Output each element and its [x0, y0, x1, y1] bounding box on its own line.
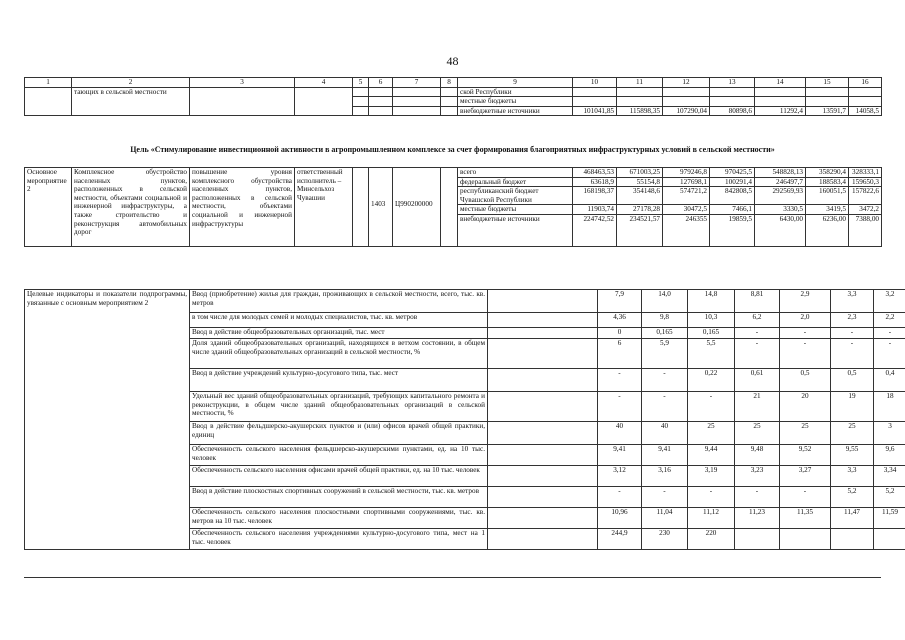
- value-cell: 3,12: [598, 466, 642, 487]
- value-cell: 0,22: [688, 369, 735, 392]
- value-cell: [849, 87, 882, 97]
- table-cell: [369, 87, 393, 97]
- table-cell: [488, 328, 598, 339]
- column-number: 2: [72, 78, 190, 88]
- value-cell: 7388,00: [849, 214, 882, 246]
- value-cell: 55154,8: [617, 177, 663, 187]
- value-cell: -: [598, 369, 642, 392]
- target-article-code: Ц990200000: [393, 168, 441, 247]
- table-cell: [488, 422, 598, 445]
- value-cell: 157822,6: [849, 187, 882, 205]
- value-cell: 244,9: [598, 529, 642, 550]
- value-cell: 6,2: [735, 313, 780, 328]
- indicator-name: Удельный вес зданий общеобразовательных организаций, требующих капитального ремонта и реконструкции, в общем числе зданий общеобразовательных организаций в сельской местности, %: [190, 392, 488, 422]
- value-cell: 548828,13: [755, 168, 806, 178]
- value-cell: [780, 529, 831, 550]
- value-cell: 2,3: [831, 313, 874, 328]
- main-event-label: Основное мероприятие 2: [25, 168, 72, 247]
- table-cell: [393, 97, 441, 107]
- value-cell: 11,04: [642, 508, 688, 529]
- value-cell: 0,5: [831, 369, 874, 392]
- table-cell: [488, 313, 598, 328]
- funding-source: федеральный бюджет: [458, 177, 573, 187]
- value-cell: 25: [780, 422, 831, 445]
- column-number: 6: [369, 78, 393, 88]
- table-cell: [369, 97, 393, 107]
- column-number: 15: [806, 78, 849, 88]
- value-cell: [735, 529, 780, 550]
- table-cell: [369, 106, 393, 116]
- value-cell: 11,23: [735, 508, 780, 529]
- responsible-executor: ответственный исполнитель – Минсельхоз Чувашии: [295, 168, 353, 247]
- value-cell: 230: [642, 529, 688, 550]
- value-cell: [663, 97, 710, 107]
- value-cell: 18: [874, 392, 905, 422]
- funding-source: внебюджетные источники: [458, 106, 573, 116]
- value-cell: [755, 97, 806, 107]
- value-cell: 9,6: [874, 445, 905, 466]
- value-cell: 234521,57: [617, 214, 663, 246]
- value-cell: 25: [688, 422, 735, 445]
- funding-source: внебюджетные источники: [458, 214, 573, 246]
- value-cell: 3,3: [831, 466, 874, 487]
- value-cell: -: [831, 328, 874, 339]
- table-cell: [190, 87, 295, 116]
- table-cell: [441, 168, 458, 247]
- value-cell: [831, 529, 874, 550]
- value-cell: [617, 87, 663, 97]
- value-cell: 9,55: [831, 445, 874, 466]
- funding-source: ской Республики: [458, 87, 573, 97]
- value-cell: 160051,5: [806, 187, 849, 205]
- indicator-name: в том числе для молодых семей и молодых специалистов, тыс. кв. метров: [190, 313, 488, 328]
- value-cell: [806, 97, 849, 107]
- value-cell: 21: [735, 392, 780, 422]
- continuation-table: [24, 77, 882, 116]
- indicator-name: Ввод в действие плоскостных спортивных сооружений в сельской местности, тыс. кв. метров: [190, 487, 488, 508]
- value-cell: 20: [780, 392, 831, 422]
- value-cell: 574721,2: [663, 187, 710, 205]
- value-cell: 107290,04: [663, 106, 710, 116]
- value-cell: 100291,4: [710, 177, 755, 187]
- divider: [24, 577, 881, 578]
- value-cell: 115898,35: [617, 106, 663, 116]
- indicators-body: [25, 290, 905, 550]
- value-cell: 159650,3: [849, 177, 882, 187]
- value-cell: [573, 87, 617, 97]
- value-cell: 6236,00: [806, 214, 849, 246]
- value-cell: 3: [874, 422, 905, 445]
- value-cell: 0,4: [874, 369, 905, 392]
- value-cell: 842808,5: [710, 187, 755, 205]
- value-cell: 2,9: [780, 290, 831, 313]
- table-cell: [488, 392, 598, 422]
- table-cell: [393, 87, 441, 97]
- value-cell: 3472,2: [849, 205, 882, 215]
- funding-source: всего: [458, 168, 573, 178]
- value-cell: 328333,1: [849, 168, 882, 178]
- indicator-name: Доля зданий общеобразовательных организаций, находящихся в ветхом состоянии, в общем числе зданий общеобразовательных организаций в сельской местности, %: [190, 339, 488, 369]
- value-cell: -: [688, 392, 735, 422]
- value-cell: 19859,5: [710, 214, 755, 246]
- table-cell: [488, 369, 598, 392]
- value-cell: [573, 97, 617, 107]
- value-cell: 101041,85: [573, 106, 617, 116]
- value-cell: 188583,4: [806, 177, 849, 187]
- value-cell: 3,23: [735, 466, 780, 487]
- value-cell: 5,9: [642, 339, 688, 369]
- value-cell: 3,34: [874, 466, 905, 487]
- value-cell: 5,2: [874, 487, 905, 508]
- value-cell: 9,52: [780, 445, 831, 466]
- value-cell: 9,48: [735, 445, 780, 466]
- funding-source: местные бюджеты: [458, 205, 573, 215]
- goal-title: Цель «Стимулирование инвестиционной активности в агропромышленном комплексе за счет формирования благоприятных инфраструктурных условий в сельской местности»: [130, 145, 775, 154]
- value-cell: 14,0: [642, 290, 688, 313]
- value-cell: 11,47: [831, 508, 874, 529]
- value-cell: 358290,4: [806, 168, 849, 178]
- value-cell: 220: [688, 529, 735, 550]
- column-number: 12: [663, 78, 710, 88]
- value-cell: -: [642, 392, 688, 422]
- value-cell: 19: [831, 392, 874, 422]
- value-cell: -: [735, 487, 780, 508]
- value-cell: 40: [642, 422, 688, 445]
- value-cell: [663, 87, 710, 97]
- value-cell: 3,2: [874, 290, 905, 313]
- page-number: 48: [446, 54, 459, 68]
- value-cell: 5,5: [688, 339, 735, 369]
- expected-result: повышение уровня комплексного обустройства населенных пунктов, расположенных в сельской местности, объектами социальной и инженерной инфраструктуры: [190, 168, 295, 247]
- value-cell: [874, 529, 905, 550]
- value-cell: 30472,5: [663, 205, 710, 215]
- value-cell: 25: [735, 422, 780, 445]
- column-number: 16: [849, 78, 882, 88]
- event-name-continuation: тающих в сельской местности: [72, 87, 190, 116]
- value-cell: -: [642, 487, 688, 508]
- value-cell: -: [598, 392, 642, 422]
- value-cell: 354148,6: [617, 187, 663, 205]
- column-number: 1: [25, 78, 72, 88]
- value-cell: 2,2: [874, 313, 905, 328]
- value-cell: 27178,28: [617, 205, 663, 215]
- value-cell: 14,8: [688, 290, 735, 313]
- table-cell: [488, 487, 598, 508]
- value-cell: 7466,1: [710, 205, 755, 215]
- table-cell: [353, 87, 369, 97]
- column-number: 7: [393, 78, 441, 88]
- value-cell: -: [780, 339, 831, 369]
- column-number: 3: [190, 78, 295, 88]
- value-cell: 246355: [663, 214, 710, 246]
- value-cell: 3330,5: [755, 205, 806, 215]
- main-event-table: [24, 167, 882, 247]
- value-cell: -: [735, 339, 780, 369]
- value-cell: 7,9: [598, 290, 642, 313]
- column-number: 11: [617, 78, 663, 88]
- value-cell: [755, 87, 806, 97]
- value-cell: 979246,8: [663, 168, 710, 178]
- value-cell: 970425,5: [710, 168, 755, 178]
- indicators-table: [24, 289, 905, 550]
- value-cell: -: [831, 339, 874, 369]
- table-cell: [441, 97, 458, 107]
- value-cell: 11,35: [780, 508, 831, 529]
- value-cell: 13591,7: [806, 106, 849, 116]
- value-cell: [806, 87, 849, 97]
- column-number: 4: [295, 78, 353, 88]
- value-cell: 3,3: [831, 290, 874, 313]
- indicator-name: Ввод в действие учреждений культурно-досугового типа, тыс. мест: [190, 369, 488, 392]
- table-cell: [441, 106, 458, 116]
- value-cell: 5,2: [831, 487, 874, 508]
- funding-source: республиканский бюджет Чувашской Республики: [458, 187, 573, 205]
- value-cell: 10,96: [598, 508, 642, 529]
- table-cell: [393, 106, 441, 116]
- indicators-label: Целевые индикаторы и показатели подпрограммы, увязанные с основным мероприятием 2: [25, 290, 190, 550]
- table-cell: [353, 168, 369, 247]
- table-cell: [488, 290, 598, 313]
- value-cell: 168198,37: [573, 187, 617, 205]
- value-cell: 0,5: [780, 369, 831, 392]
- value-cell: 6430,00: [755, 214, 806, 246]
- value-cell: -: [780, 328, 831, 339]
- indicator-row: [25, 290, 905, 313]
- value-cell: 63618,9: [573, 177, 617, 187]
- value-cell: 9,44: [688, 445, 735, 466]
- table-cell: [488, 529, 598, 550]
- value-cell: 671003,25: [617, 168, 663, 178]
- column-number: 10: [573, 78, 617, 88]
- table-cell: [353, 97, 369, 107]
- column-number-row: [25, 78, 882, 88]
- value-cell: 2,0: [780, 313, 831, 328]
- table-cell: [353, 106, 369, 116]
- value-cell: 40: [598, 422, 642, 445]
- value-cell: 6: [598, 339, 642, 369]
- indicator-name: Обеспеченность сельского населения учреждениями культурно-досугового типа, мест на 1 тыс. человек: [190, 529, 488, 550]
- table-cell: [488, 445, 598, 466]
- column-number: 8: [441, 78, 458, 88]
- indicator-name: Обеспеченность сельского населения плоскостными спортивными сооружениями, тыс. кв. метров на 10 тыс. человек: [190, 508, 488, 529]
- value-cell: -: [688, 487, 735, 508]
- value-cell: 3,16: [642, 466, 688, 487]
- indicator-name: Обеспеченность сельского населения фельдшерско-акушерскими пунктами, ед. на 10 тыс. человек: [190, 445, 488, 466]
- value-cell: 80898,6: [710, 106, 755, 116]
- value-cell: 4,36: [598, 313, 642, 328]
- column-number: 5: [353, 78, 369, 88]
- value-cell: 11903,74: [573, 205, 617, 215]
- value-cell: 0,165: [642, 328, 688, 339]
- value-cell: -: [642, 369, 688, 392]
- value-cell: 292569,93: [755, 187, 806, 205]
- value-cell: 0: [598, 328, 642, 339]
- column-number: 14: [755, 78, 806, 88]
- table-cell: [295, 87, 353, 116]
- value-cell: 11,12: [688, 508, 735, 529]
- indicator-name: Ввод в действие фельдшерско-акушерских пунктов и (или) офисов врачей общей практики, единиц: [190, 422, 488, 445]
- budget-section-code: 1403: [369, 168, 393, 247]
- table-cell: [488, 466, 598, 487]
- value-cell: 11292,4: [755, 106, 806, 116]
- value-cell: 25: [831, 422, 874, 445]
- value-cell: -: [735, 328, 780, 339]
- value-cell: 224742,52: [573, 214, 617, 246]
- value-cell: [710, 87, 755, 97]
- value-cell: 127698,1: [663, 177, 710, 187]
- table-row: [25, 87, 882, 97]
- value-cell: 10,3: [688, 313, 735, 328]
- value-cell: 468463,53: [573, 168, 617, 178]
- column-number: 9: [458, 78, 573, 88]
- value-cell: 0,165: [688, 328, 735, 339]
- indicator-name: Ввод (приобретение) жилья для граждан, проживающих в сельской местности, всего, тыс. кв. метров: [190, 290, 488, 313]
- value-cell: 3,19: [688, 466, 735, 487]
- value-cell: 8,81: [735, 290, 780, 313]
- column-number: 13: [710, 78, 755, 88]
- value-cell: [710, 97, 755, 107]
- value-cell: -: [874, 328, 905, 339]
- table-cell: [441, 87, 458, 97]
- value-cell: -: [874, 339, 905, 369]
- value-cell: 9,8: [642, 313, 688, 328]
- indicator-name: Ввод в действие общеобразовательных организаций, тыс. мест: [190, 328, 488, 339]
- value-cell: 9,41: [642, 445, 688, 466]
- value-cell: 3,27: [780, 466, 831, 487]
- value-cell: 11,59: [874, 508, 905, 529]
- value-cell: 0,61: [735, 369, 780, 392]
- value-cell: 14058,5: [849, 106, 882, 116]
- value-cell: 246497,7: [755, 177, 806, 187]
- value-cell: -: [780, 487, 831, 508]
- table-row: [25, 168, 882, 178]
- table-cell: [488, 339, 598, 369]
- main-event-name: Комплексное обустройство населенных пунктов, расположенных в сельской местности, объектами социальной и инженерной инфраструктуры, а также строительство и реконструкция автомобильных дорог: [72, 168, 190, 247]
- value-cell: 3419,5: [806, 205, 849, 215]
- table-cell: [25, 87, 72, 116]
- indicator-name: Обеспеченность сельского населения офисами врачей общей практики, ед. на 10 тыс. человек: [190, 466, 488, 487]
- funding-source: местные бюджеты: [458, 97, 573, 107]
- value-cell: 9,41: [598, 445, 642, 466]
- value-cell: [617, 97, 663, 107]
- table-cell: [488, 508, 598, 529]
- value-cell: [849, 97, 882, 107]
- value-cell: -: [598, 487, 642, 508]
